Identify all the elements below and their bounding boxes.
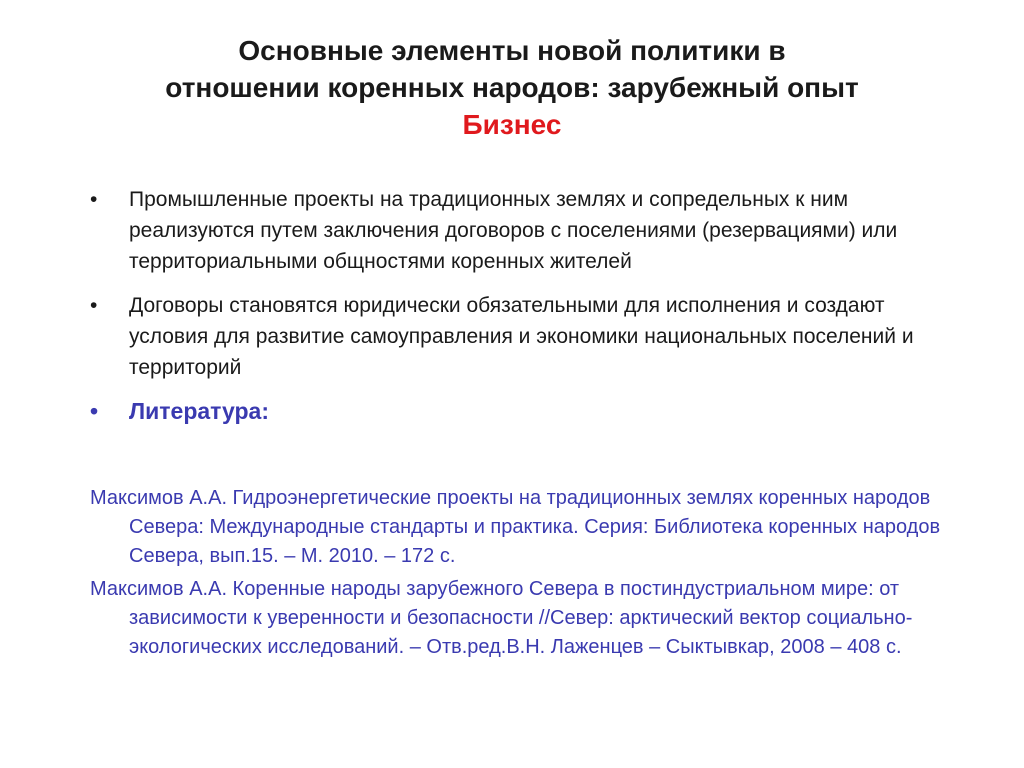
bullet-item <box>90 290 950 383</box>
bullet-marker: • <box>90 294 98 317</box>
literature-heading: Литература: <box>129 398 269 424</box>
reference-list <box>90 484 960 666</box>
reference-item: Максимов А.А. Гидроэнергетические проекты на традиционных землях коренных народов Севера: Международные стандарты и практика. Серия: Библиотека коренных народов Севера, вып.15. – М. 2010. – 172 с. <box>90 487 941 567</box>
bullet-item <box>90 184 950 277</box>
slide-subtitle: Бизнес <box>462 109 562 140</box>
title-line-1: Основные элементы новой политики в <box>238 35 786 66</box>
literature-heading-item <box>90 396 950 427</box>
slide-title <box>40 32 984 143</box>
bullet-marker: • <box>90 188 98 211</box>
title-line-2: отношении коренных народов: зарубежный опыт <box>165 72 859 103</box>
bullet-text: Договоры становятся юридически обязательными для исполнения и создают условия для развитие самоуправления и экономики национальных поселений и территорий <box>129 294 914 379</box>
bullet-list <box>90 184 950 440</box>
bullet-text: Промышленные проекты на традиционных землях и сопредельных к ним реализуются путем заключения договоров с поселениями (резервациями) или территориальными общностями коренных жителей <box>129 188 898 273</box>
reference-item: Максимов А.А. Коренные народы зарубежного Севера в постиндустриальном мире: от зависимости к уверенности и безопасности //Север: арктический вектор социально-экологических исследований. – Отв.ред.В.Н. Лаженцев – Сыктывкар, 2008 – 408 с. <box>90 578 913 658</box>
bullet-marker: • <box>90 398 99 424</box>
